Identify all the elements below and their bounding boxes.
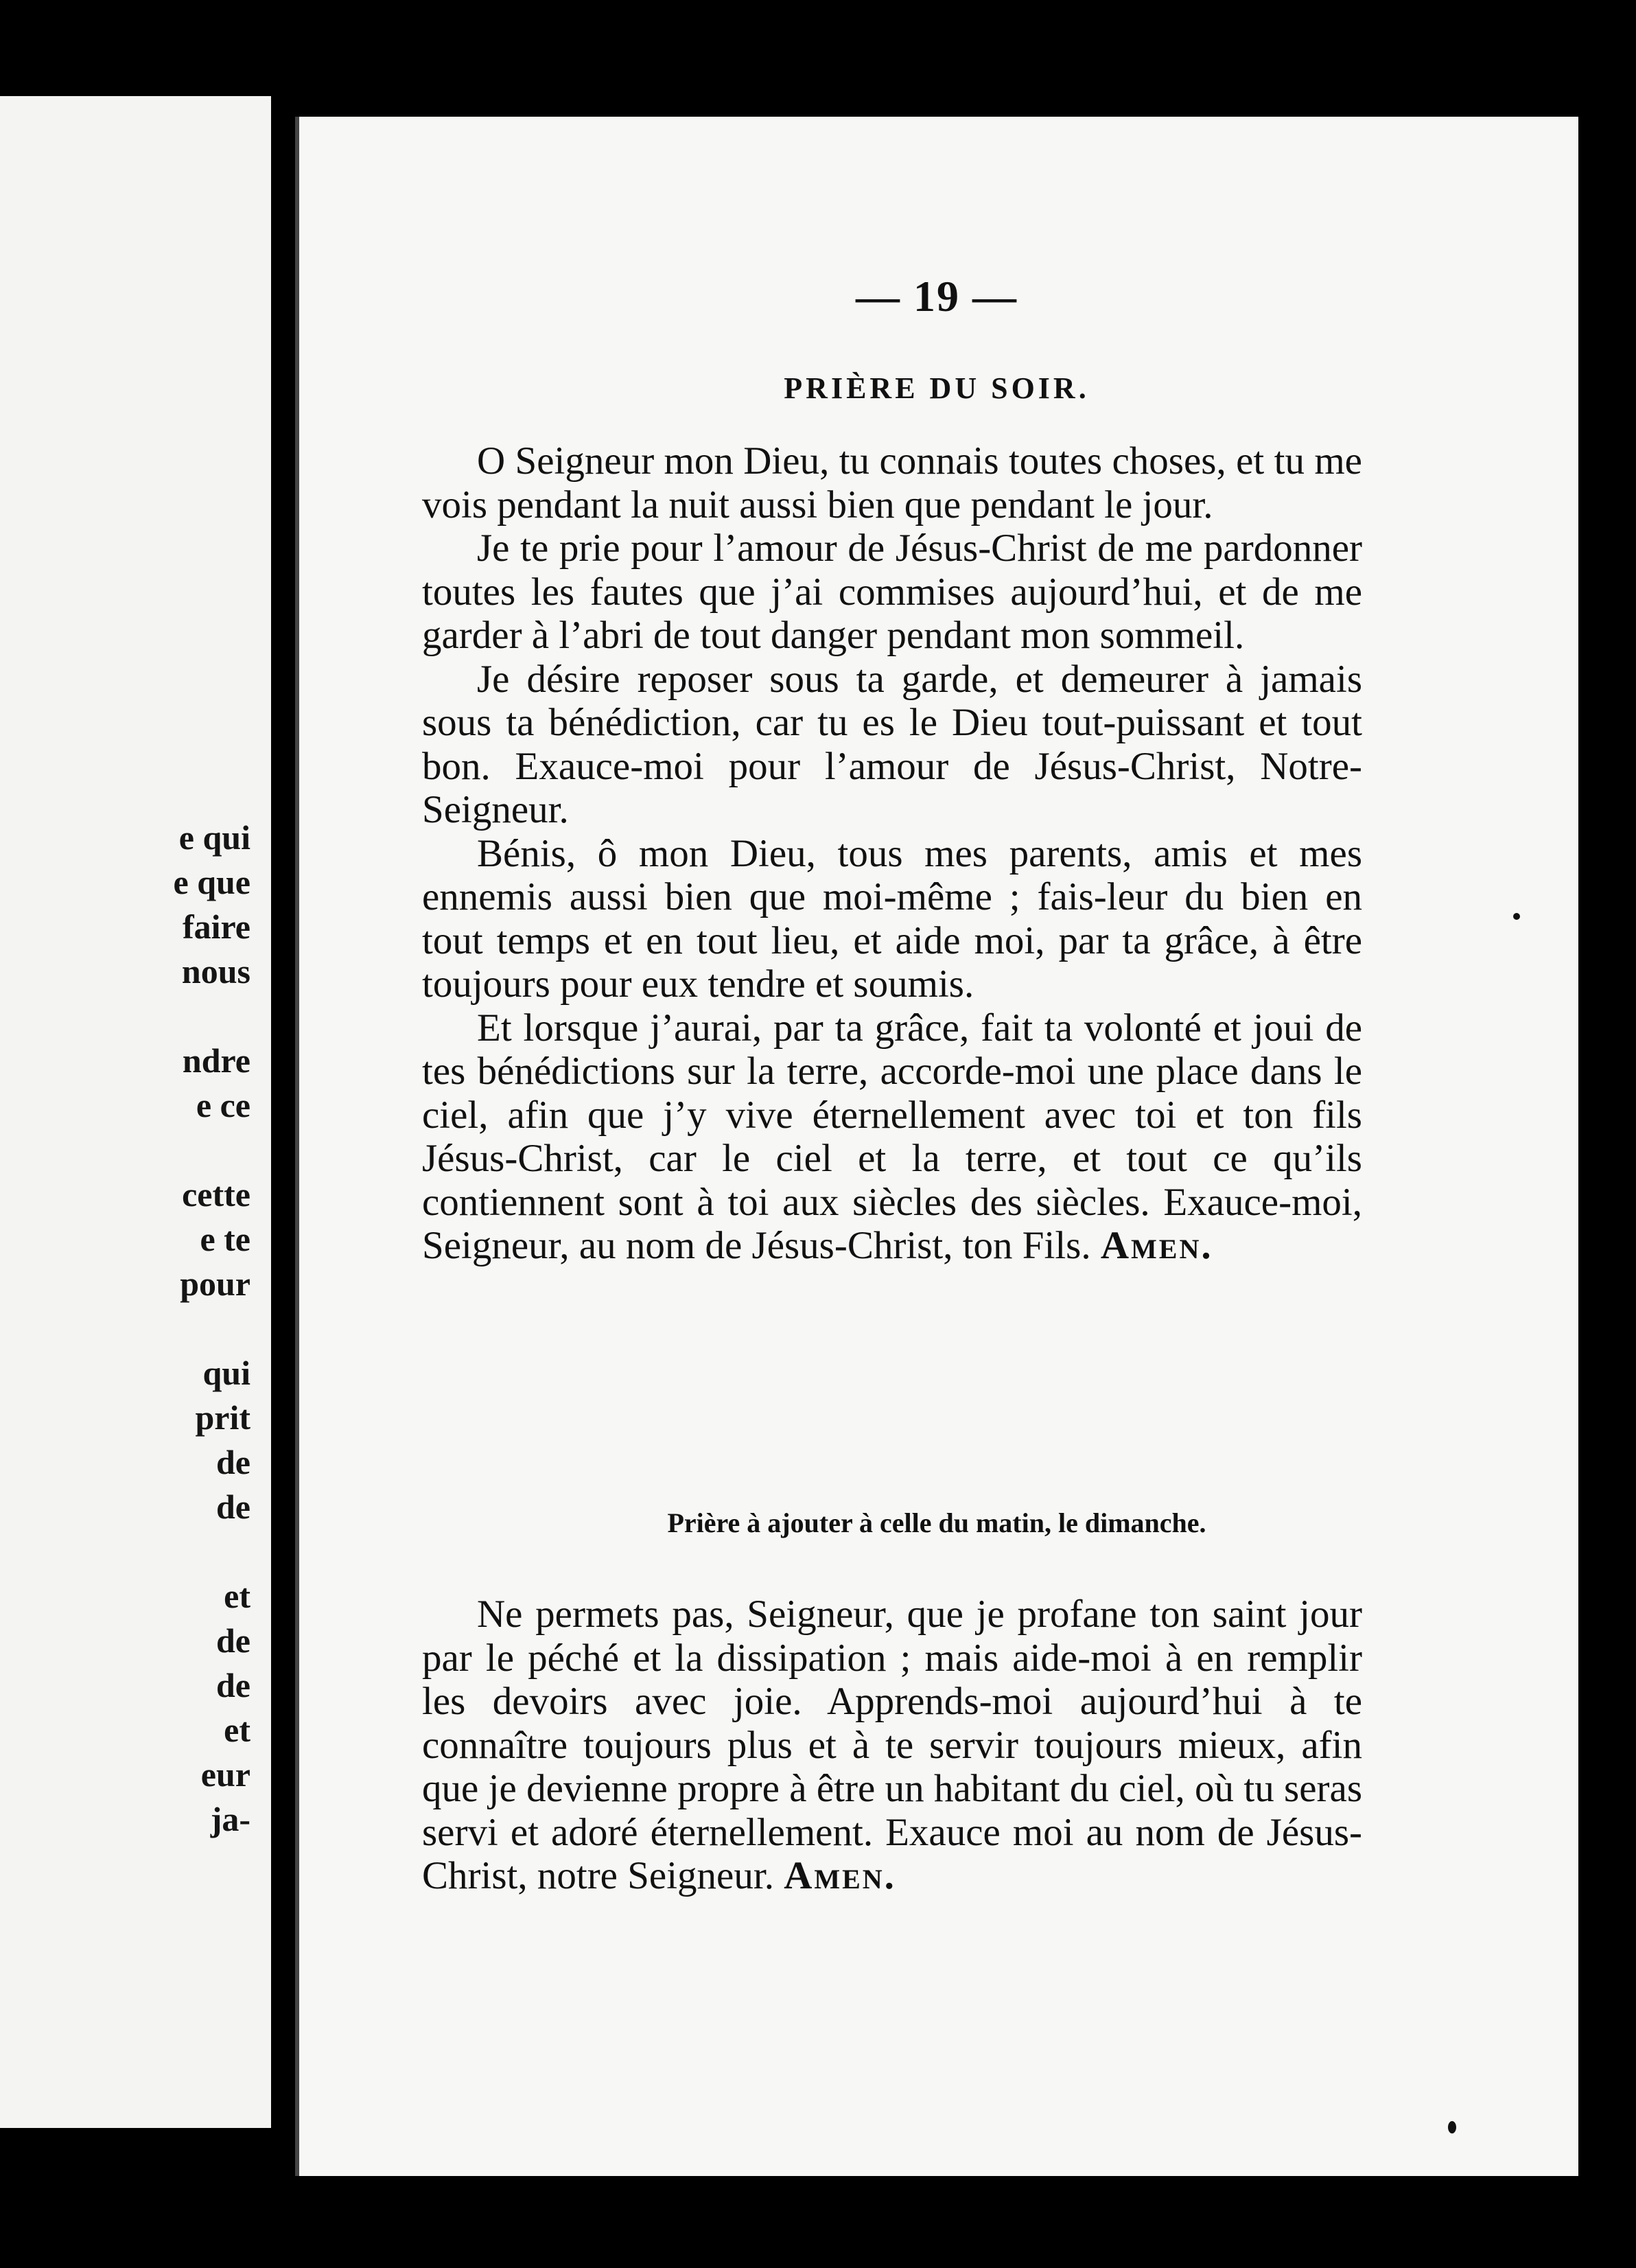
section-title: PRIÈRE DU SOIR. xyxy=(784,371,1090,405)
left-line: de xyxy=(216,1666,250,1704)
left-line: prit xyxy=(195,1398,250,1437)
prayer-paragraph: Je te prie pour l’amour de Jésus-Christ de me pardonner toutes les fautes que j’ai commises aujourd’hui, et de me garder à l’abri de tout danger pendant mon sommeil. xyxy=(422,526,1362,657)
left-line: ja- xyxy=(210,1800,250,1838)
prayer-paragraph-text: Et lorsque j’aurai, par ta grâce, fait ta volonté et joui de tes bénédictions sur la terre, accorde-moi une place dans le ciel, afin que j’y vive éternellement avec toi et ton fils Jésus-Christ, car le ciel et la terre, et tout ce qu’ils contiennent sont à toi aux siècles des siècles. Exauce-moi, Seigneur, au nom de Jésus-Christ, ton Fils. xyxy=(422,1006,1362,1267)
left-line: de xyxy=(216,1488,250,1526)
left-line: e qui xyxy=(178,818,250,857)
prayer-paragraph: Je désire reposer sous ta garde, et demeurer à jamais sous ta bénédiction, car tu es le Dieu tout-puissant et tout bon. Exauce-moi pour l’amour de Jésus-Christ, Notre-Seigneur. xyxy=(422,657,1362,831)
left-line: e ce xyxy=(196,1086,250,1124)
left-line: et xyxy=(224,1711,250,1749)
sunday-prayer xyxy=(422,1593,1362,1898)
amen-closing: Amen. xyxy=(1100,1224,1213,1267)
previous-page-fragment xyxy=(0,96,271,2128)
amen-closing: Amen. xyxy=(784,1854,896,1897)
book-page xyxy=(295,117,1578,2176)
left-line: de xyxy=(216,1443,250,1481)
prayer-paragraph-last xyxy=(422,1006,1362,1268)
page-number: — 19 — xyxy=(856,272,1018,321)
left-line: e te xyxy=(200,1220,250,1258)
left-line: et xyxy=(224,1577,250,1615)
ink-speck xyxy=(1448,2121,1456,2133)
left-line: faire xyxy=(182,907,250,946)
sunday-subtitle: Prière à ajouter à celle du matin, le dimanche. xyxy=(667,1507,1206,1538)
left-line: ndre xyxy=(182,1041,250,1080)
left-line: de xyxy=(216,1621,250,1660)
left-line: nous xyxy=(181,952,250,991)
left-line: e que xyxy=(173,863,250,901)
left-line: pour xyxy=(180,1264,250,1303)
prayer-paragraph: Bénis, ô mon Dieu, tous mes parents, amis et mes ennemis aussi bien que moi-même ; fais-leur du bien en tout temps et en tout lieu, et aide moi, par ta grâce, à être toujours pour eux tendre et soumis. xyxy=(422,831,1362,1006)
left-line: qui xyxy=(202,1354,250,1392)
prayer-paragraph xyxy=(422,1593,1362,1898)
prayer-paragraph-text: Ne permets pas, Seigneur, que je profane ton saint jour par le péché et la dissipation ; mais aide-moi à en remplir les devoirs avec joie. Apprends-moi aujourd’hui à te connaître toujours plus et à te servir toujours mieux, afin que je devienne propre à être un habitant du ciel, où tu seras servi et adoré éternellement. Exauce moi au nom de Jésus-Christ, notre Seigneur. xyxy=(422,1593,1362,1897)
evening-prayer xyxy=(422,439,1362,1268)
left-line: cette xyxy=(182,1175,250,1214)
left-line: eur xyxy=(200,1755,250,1794)
ink-speck xyxy=(1513,913,1520,920)
prayer-paragraph: O Seigneur mon Dieu, tu connais toutes choses, et tu me vois pendant la nuit aussi bien que pendant le jour. xyxy=(422,439,1362,526)
